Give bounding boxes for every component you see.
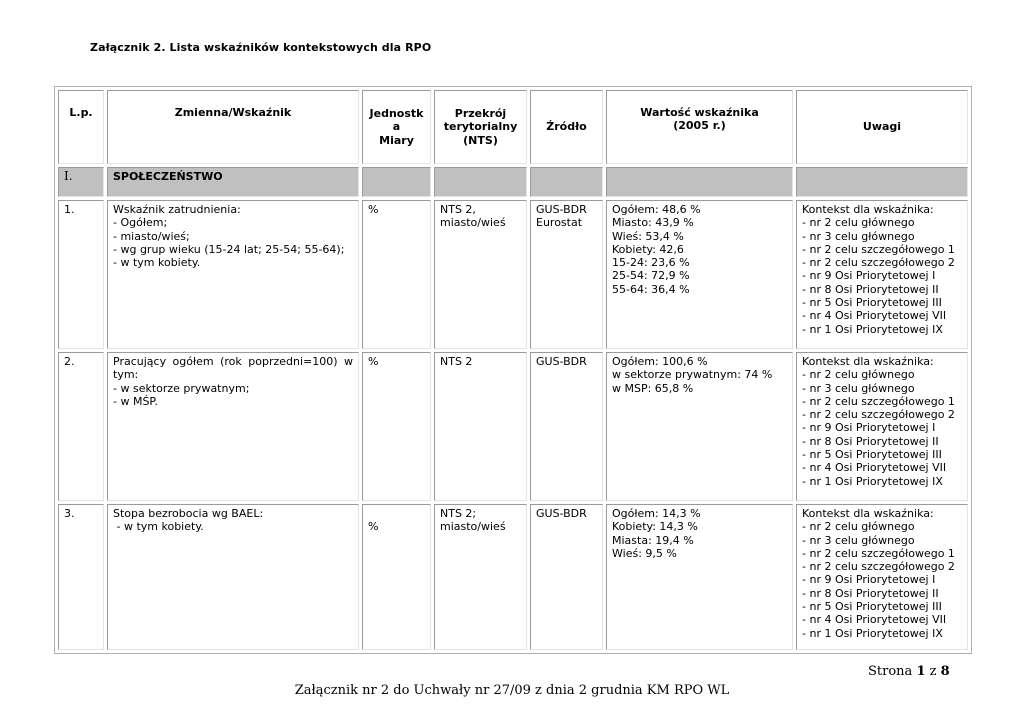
header-line: terytorialny — [443, 120, 518, 134]
cell-line: Kobiety: 42,6 — [612, 242, 684, 256]
cell-line: - nr 8 Osi Priorytetowej II — [802, 586, 939, 600]
cell-source — [530, 504, 603, 650]
cell-line: - nr 3 celu głównego — [802, 381, 915, 395]
cell-line: Miasta: 19,4 % — [612, 533, 694, 547]
cell-line: - nr 9 Osi Priorytetowej I — [802, 269, 936, 283]
cell-line: - nr 2 celu szczegółowego 1 — [802, 546, 955, 560]
cell-lp: 1. — [58, 200, 104, 349]
section-number-text: I. — [64, 169, 73, 183]
cell-line: - nr 9 Osi Priorytetowej I — [802, 421, 936, 435]
section-label-cell — [107, 167, 359, 197]
page-number — [868, 664, 950, 679]
cell-line: - nr 4 Osi Priorytetowej VII — [802, 613, 947, 627]
cell-variable — [107, 352, 359, 501]
cell-line: NTS 2; — [440, 507, 477, 520]
cell-line: GUS-BDR — [536, 355, 587, 368]
cell-value — [606, 200, 793, 349]
cell-line: Wieś: 53,4 % — [612, 229, 684, 243]
table-row — [58, 200, 968, 349]
header-line: Wartość wskaźnika — [640, 106, 759, 119]
cell-line: miasto/wieś — [440, 520, 506, 534]
section-empty-cell — [362, 167, 431, 197]
document-title: Załącznik 2. Lista wskaźników kontekstowych dla RPO — [90, 41, 432, 54]
cell-line: Pracujący ogółem (rok poprzedni=100) w tym: — [113, 355, 353, 382]
cell-line: - nr 2 celu szczegółowego 2 — [802, 256, 955, 270]
cell-line: - w sektorze prywatnym; — [113, 381, 250, 395]
cell-line: Miasto: 43,9 % — [612, 216, 694, 230]
col-header-variable: Zmienna/Wskaźnik — [107, 90, 359, 164]
cell-line: Eurostat — [536, 216, 583, 230]
section-number — [58, 167, 104, 197]
col-header-notes: Uwagi — [796, 90, 968, 164]
section-empty-cell — [530, 167, 603, 197]
cell-line: - nr 4 Osi Priorytetowej VII — [802, 461, 947, 475]
cell-line: - nr 5 Osi Priorytetowej III — [802, 296, 942, 310]
cell-variable — [107, 200, 359, 349]
cell-value — [606, 504, 793, 650]
section-empty-cell — [796, 167, 968, 197]
section-empty-cell — [606, 167, 793, 197]
cell-line: - nr 4 Osi Priorytetowej VII — [802, 309, 947, 323]
cell-line: - Ogółem; — [113, 216, 168, 230]
cell-line: NTS 2 — [440, 355, 473, 368]
cell-line: - nr 1 Osi Priorytetowej IX — [802, 474, 943, 488]
col-header-value — [606, 90, 793, 164]
table-row — [58, 504, 968, 650]
page-word: Strona — [868, 664, 913, 679]
cell-line: NTS 2, — [440, 203, 476, 216]
cell-line: - nr 2 celu szczegółowego 1 — [802, 394, 955, 408]
cell-notes — [796, 200, 968, 349]
cell-lp: 3. — [58, 504, 104, 650]
col-header-unit — [362, 90, 431, 164]
cell-source — [530, 200, 603, 349]
cell-line: 55-64: 36,4 % — [612, 282, 690, 296]
section-label: SPOŁECZEŃSTWO — [113, 170, 223, 183]
cell-notes — [796, 352, 968, 501]
cell-line: w MSP: 65,8 % — [612, 381, 694, 395]
cell-line: - nr 2 celu szczegółowego 2 — [802, 560, 955, 574]
cell-territorial — [434, 352, 527, 501]
cell-line: Ogółem: 48,6 % — [612, 203, 701, 216]
cell-line: - w MŚP. — [113, 394, 158, 408]
cell-line: - nr 8 Osi Priorytetowej II — [802, 434, 939, 448]
indicators-table — [54, 86, 972, 654]
cell-line: Kontekst dla wskaźnika: — [802, 203, 934, 216]
cell-line: miasto/wieś — [440, 216, 506, 230]
cell-line: - nr 2 celu głównego — [802, 216, 915, 230]
cell-value — [606, 352, 793, 501]
cell-line: Kontekst dla wskaźnika: — [802, 507, 934, 520]
cell-territorial — [434, 200, 527, 349]
cell-line: % — [368, 520, 379, 534]
cell-line: Ogółem: 100,6 % — [612, 355, 708, 368]
header-line: Przekrój — [454, 107, 507, 121]
cell-line: Kontekst dla wskaźnika: — [802, 355, 934, 368]
header-line: Miary — [379, 133, 414, 147]
cell-unit — [362, 504, 431, 650]
header-line: Jednostk — [369, 107, 424, 121]
cell-line: - miasto/wieś; — [113, 229, 190, 243]
footer-note: Załącznik nr 2 do Uchwały nr 27/09 z dnia 2 grudnia KM RPO WL — [294, 683, 730, 698]
cell-line: - nr 2 celu szczegółowego 2 — [802, 408, 955, 422]
cell-notes — [796, 504, 968, 650]
cell-line: - nr 5 Osi Priorytetowej III — [802, 448, 942, 462]
cell-line: - nr 8 Osi Priorytetowej II — [802, 282, 939, 296]
cell-variable — [107, 504, 359, 650]
cell-line: - w tym kobiety. — [113, 520, 204, 534]
cell-line: - nr 2 celu głównego — [802, 520, 915, 534]
cell-line: - nr 1 Osi Priorytetowej IX — [802, 322, 943, 336]
cell-line: Wskaźnik zatrudnienia: — [113, 203, 241, 216]
header-line: a — [392, 120, 401, 134]
cell-line: Kobiety: 14,3 % — [612, 520, 698, 534]
section-empty-cell — [434, 167, 527, 197]
cell-unit: % — [362, 200, 431, 349]
col-header-territorial — [434, 90, 527, 164]
cell-line: - nr 1 Osi Priorytetowej IX — [802, 626, 943, 640]
cell-line: - wg grup wieku (15-24 lat; 25-54; 55-64); — [113, 242, 345, 256]
cell-source — [530, 352, 603, 501]
cell-line: Ogółem: 14,3 % — [612, 507, 701, 520]
col-header-source: Źródło — [530, 90, 603, 164]
page-current: 1 — [916, 664, 926, 679]
cell-line: - nr 5 Osi Priorytetowej III — [802, 600, 942, 614]
cell-line: Wieś: 9,5 % — [612, 546, 677, 560]
cell-line: Stopa bezrobocia wg BAEL: — [113, 507, 264, 520]
cell-line: w sektorze prywatnym: 74 % — [612, 368, 773, 382]
cell-line: - nr 3 celu głównego — [802, 229, 915, 243]
cell-unit: % — [362, 352, 431, 501]
page-total: 8 — [940, 664, 950, 679]
cell-line: - w tym kobiety. — [113, 256, 201, 270]
cell-line: - nr 2 celu głównego — [802, 368, 915, 382]
cell-lp: 2. — [58, 352, 104, 501]
cell-line: 25-54: 72,9 % — [612, 269, 690, 283]
col-header-lp: L.p. — [58, 90, 104, 164]
cell-line: - nr 9 Osi Priorytetowej I — [802, 573, 936, 587]
table-row — [58, 352, 968, 501]
header-line: (NTS) — [463, 133, 498, 147]
page-of: z — [929, 664, 937, 679]
cell-line: GUS-BDR — [536, 203, 587, 216]
cell-territorial — [434, 504, 527, 650]
table-header-row — [58, 90, 968, 164]
cell-line: - nr 2 celu szczegółowego 1 — [802, 242, 955, 256]
header-line: (2005 r.) — [673, 119, 726, 133]
cell-line: 15-24: 23,6 % — [612, 256, 690, 270]
section-row — [58, 167, 968, 197]
cell-line: GUS-BDR — [536, 507, 587, 520]
cell-line: - nr 3 celu głównego — [802, 533, 915, 547]
